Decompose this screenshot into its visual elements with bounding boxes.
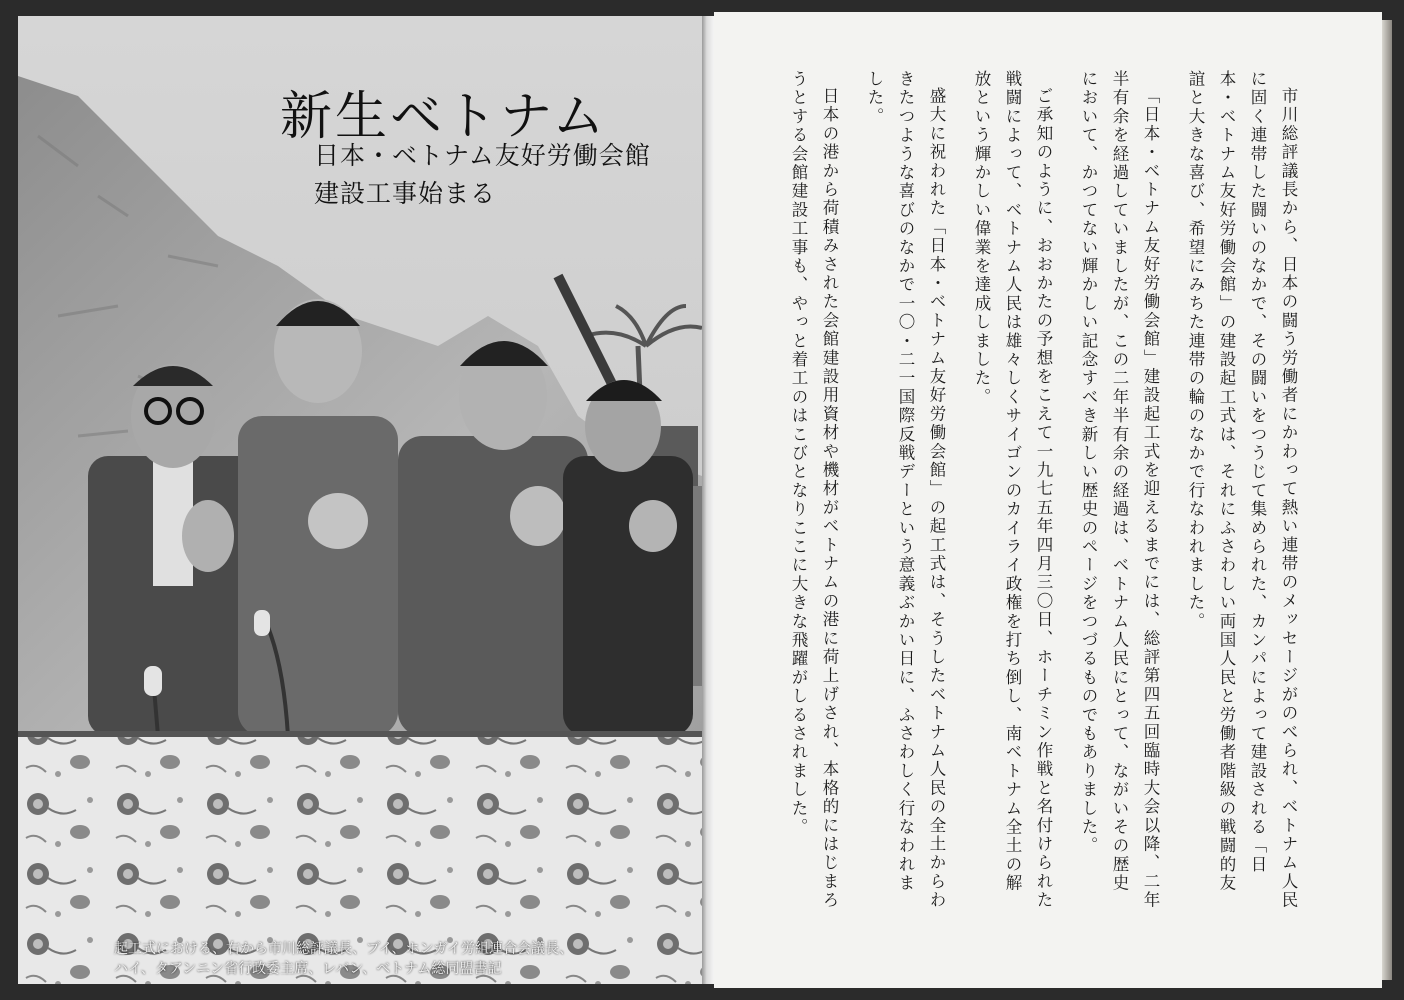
subtitle-line-2: 建設工事始まる xyxy=(314,179,497,208)
text-page xyxy=(714,12,1382,988)
article-paragraph: 「日本・ベトナム友好労働会館」建設起工式を迎えるまでには、総評第四五回臨時大会以降、二年半有余を経過していましたが、この二年半有余の経過は、ベトナム人民にとって、ながいその歴史において、かつてない輝かしい記念すべき新しい歴史のページをつづるものでもありました。 xyxy=(1079,70,1160,910)
photo-page xyxy=(18,16,702,984)
article-paragraph: 日本の港から荷積みされた会館建設用資材や機材がベトナムの港に荷上げされ、本格的にはじまろうとする会館建設工事も、やっと着工のはこびとなりここに大きな飛躍がしるされました。 xyxy=(789,70,839,910)
book-gutter xyxy=(702,16,714,984)
photo-caption-line-2: ハイ、タアンニン省行政委主席、レバン、ベトナム総同盟書記 xyxy=(114,961,502,977)
page-edge xyxy=(1382,20,1392,980)
article-body xyxy=(769,70,1304,910)
subtitle-line-1: 日本・ベトナム友好労働会館 xyxy=(314,141,651,170)
article-paragraph: ご承知のように、おおかたの予想をこえて一九七五年四月三〇日、ホーチミン作戦と名付けられた戦闘によって、ベトナム人民は雄々しくサイゴンのカイライ政権を打ち倒し、南ベトナム全土の解放という輝かしい偉業を達成しました。 xyxy=(972,70,1053,910)
article-paragraph: 盛大に祝われた「日本・ベトナム友好労働会館」の起工式は、そうしたベトナム人民の全土からわきたつような喜びのなかで一〇・二一国際反戦デーという意義ぶかい日に、ふさわしく行なわれました。 xyxy=(865,70,946,910)
photo-caption-line-1: 起工式における、右から市川総評議長、ブイ、ホンガイ労組連合会議長、 xyxy=(114,941,574,957)
page-title: 新生ベトナム xyxy=(280,87,608,147)
article-paragraph: 市川総評議長から、日本の闘う労働者にかわって熱い連帯のメッセージがのべられ、ベトナム人民に固く連帯した闘いのなかで、その闘いをつうじて集められた、カンパによって建設される「日本・ベトナム友好労働会館」の建設起工式は、それにふさわしい両国人民と労働者階級の戦闘的友誼と大きな喜び、希望にみちた連帯の輪のなかで行なわれました。 xyxy=(1186,70,1298,910)
